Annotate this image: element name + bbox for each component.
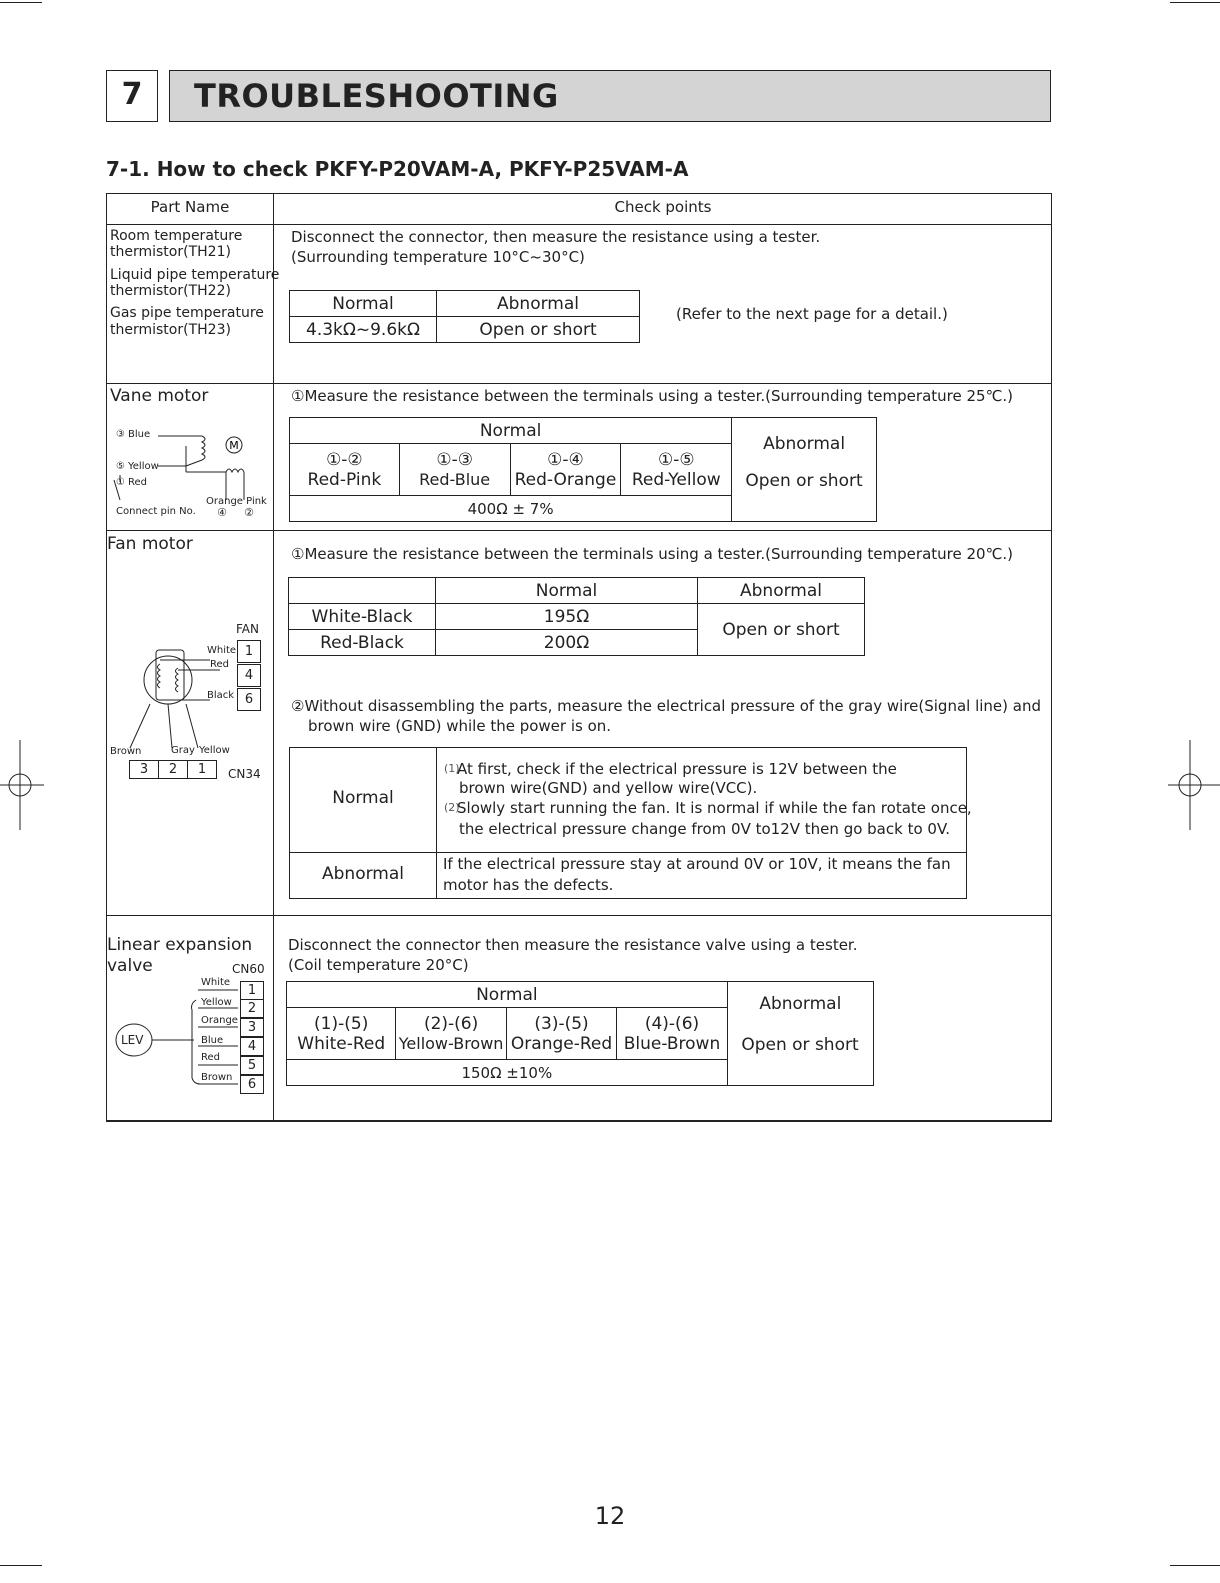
lev-pin: 2 xyxy=(240,999,264,1018)
abnormal-label: Abnormal xyxy=(698,578,865,604)
wire-label: Orange xyxy=(201,1015,238,1026)
lev-instruction: (Coil temperature 20°C) xyxy=(288,956,469,974)
header-divider xyxy=(107,224,1051,225)
part-lev: valve xyxy=(107,956,153,976)
header-part-name: Part Name xyxy=(150,198,230,216)
cn34-pin: 2 xyxy=(158,760,188,779)
subheading: 7-1. How to check PKFY-P20VAM-A, PKFY-P25VAM-A xyxy=(106,157,689,181)
pair-cell xyxy=(506,1008,617,1060)
part-thermistor-line: Gas pipe temperature xyxy=(110,305,264,321)
normal-label: Normal xyxy=(332,788,394,808)
wire-yellow-label: Yellow xyxy=(128,461,159,472)
abnormal-description: motor has the defects. xyxy=(443,876,614,894)
wire-blue-label: Blue xyxy=(128,429,151,440)
pair-pins: ①-④ xyxy=(547,449,584,470)
resistance-value: 150Ω ±10% xyxy=(287,1060,728,1086)
pin-3-marker: ③ xyxy=(116,429,125,440)
wire-black-label: Black xyxy=(207,690,235,701)
registration-mark-right xyxy=(1168,740,1220,830)
wire-pair: White-Black xyxy=(289,604,436,630)
normal-label: Normal xyxy=(290,291,437,317)
fan-instruction-2: brown wire (GND) while the power is on. xyxy=(308,717,612,735)
resistance-value: 400Ω ± 7% xyxy=(290,496,732,522)
fan-motor-table xyxy=(288,577,865,656)
lev-instruction: Disconnect the connector then measure the resistance valve using a tester. xyxy=(288,936,858,954)
wire-label: Red xyxy=(201,1052,220,1063)
part-thermistor-line: Room temperature xyxy=(110,228,243,244)
abnormal-cell xyxy=(732,418,877,522)
abnormal-label: Abnormal xyxy=(322,864,404,884)
fan-instruction-2: ②Without disassembling the parts, measure the electrical pressure of the gray wire(Signal line) and xyxy=(291,697,1041,715)
pair-cell xyxy=(396,1008,506,1060)
part-thermistor-line: thermistor(TH23) xyxy=(110,322,231,338)
abnormal-value: Open or short xyxy=(437,317,640,343)
normal-label: Normal xyxy=(436,578,698,604)
pair-pins: ①-③ xyxy=(436,449,473,470)
wire-label: Blue xyxy=(201,1035,224,1046)
wire-label: Brown xyxy=(201,1072,233,1083)
normal-value: 4.3kΩ~9.6kΩ xyxy=(290,317,437,343)
part-thermistor-line: thermistor(TH22) xyxy=(110,283,231,299)
abnormal-value: Open or short xyxy=(745,471,863,491)
thermistor-instruction: Disconnect the connector, then measure the resistance using a tester. xyxy=(291,228,821,246)
fan-instruction: ①Measure the resistance between the terminals using a tester.(Surrounding temperature 20℃.) xyxy=(291,545,1014,563)
thermistor-instruction: (Surrounding temperature 10°C~30°C) xyxy=(291,248,585,266)
connector-label: CN34 xyxy=(228,767,261,781)
crop-mark xyxy=(0,2,42,3)
pin-1-marker: ① xyxy=(116,477,125,488)
refer-note: (Refer to the next page for a detail.) xyxy=(676,305,948,323)
pair-cell xyxy=(290,444,400,496)
pin-4-marker: ④ xyxy=(217,506,227,519)
pair-cell xyxy=(510,444,621,496)
wire-orange-pink-label: Orange Pink xyxy=(206,496,267,507)
section-title: TROUBLESHOOTING xyxy=(169,70,1051,122)
lev-table xyxy=(286,981,874,1086)
normal-label: Normal xyxy=(290,418,732,444)
pair-colors: Orange-Red xyxy=(510,1033,613,1054)
abnormal-value: Open or short xyxy=(698,604,865,656)
lev-pin: 5 xyxy=(240,1056,264,1075)
lev-pin: 1 xyxy=(240,981,264,1000)
cell-divider xyxy=(436,748,437,898)
normal-step-2: Slowly start running the fan. It is normal if while the fan rotate once, xyxy=(457,799,972,817)
header-check-points: Check points xyxy=(614,198,712,216)
section-number: 7 xyxy=(106,70,158,122)
abnormal-label: Abnormal xyxy=(437,291,640,317)
crop-mark xyxy=(0,1565,42,1566)
connector-label: CN60 xyxy=(232,962,265,976)
pair-pins: (2)-(6) xyxy=(423,1013,479,1034)
resistance-value: 200Ω xyxy=(436,630,698,656)
fan-voltage-check-table xyxy=(289,747,972,899)
pair-pins: ①-⑤ xyxy=(657,449,695,470)
abnormal-label: Abnormal xyxy=(759,993,842,1014)
normal-step-1: At first, check if the electrical pressure is 12V between the xyxy=(457,760,897,778)
fan-pin: 1 xyxy=(237,640,261,663)
part-lev: Linear expansion xyxy=(107,935,253,955)
page-number: 12 xyxy=(594,1502,626,1530)
cn34-pin: 3 xyxy=(129,760,159,779)
lev-pin: 3 xyxy=(240,1018,264,1037)
wire-yellow-label: Yellow xyxy=(199,745,230,756)
vane-instruction: ①Measure the resistance between the terminals using a tester.(Surrounding temperature 25℃.) xyxy=(291,387,1014,405)
pair-colors: Red-Yellow xyxy=(631,469,721,490)
pair-colors: Red-Pink xyxy=(307,469,382,490)
pair-pins: (4)-(6) xyxy=(644,1013,700,1034)
abnormal-cell xyxy=(727,982,873,1086)
pin-2-marker: ② xyxy=(244,506,254,519)
step-1-marker: (1) xyxy=(444,762,460,775)
pair-cell xyxy=(617,1008,727,1060)
abnormal-description: If the electrical pressure stay at around 0V or 10V, it means the fan xyxy=(443,855,951,873)
pin-5-marker: ⑤ xyxy=(116,461,125,472)
wire-red-label: Red xyxy=(128,477,147,488)
registration-mark-left xyxy=(0,740,44,830)
lev-pin: 6 xyxy=(240,1075,264,1094)
fan-pin: 6 xyxy=(237,688,261,711)
pair-cell xyxy=(621,444,732,496)
pair-cell xyxy=(399,444,510,496)
fan-pin: 4 xyxy=(237,664,261,687)
part-thermistor-line: Liquid pipe temperature xyxy=(110,267,280,283)
wire-label: White xyxy=(201,977,231,988)
part-fan-motor: Fan motor xyxy=(107,534,193,554)
pair-colors: Red-Orange xyxy=(514,469,617,490)
pair-colors: Blue-Brown xyxy=(623,1033,721,1054)
wire-label: Yellow xyxy=(201,997,232,1008)
crop-mark xyxy=(1170,2,1220,3)
pair-colors: White-Red xyxy=(297,1033,386,1054)
wire-red-label: Red xyxy=(210,659,229,670)
connect-pin-label: Connect pin No. xyxy=(116,506,196,517)
part-thermistor-line: thermistor(TH21) xyxy=(110,244,231,260)
normal-step-1: brown wire(GND) and yellow wire(VCC). xyxy=(459,779,758,797)
row-divider xyxy=(107,383,1051,384)
normal-step-2: the electrical pressure change from 0V to12V then go back to 0V. xyxy=(459,820,951,838)
row-divider xyxy=(107,915,1051,916)
crop-mark xyxy=(1170,1565,1220,1566)
fan-label: FAN xyxy=(236,622,259,636)
pair-cell xyxy=(287,1008,396,1060)
step-2-marker: (2) xyxy=(444,801,460,814)
pair-colors: Red-Blue xyxy=(419,469,491,489)
part-vane-motor: Vane motor xyxy=(110,386,209,406)
motor-symbol: M xyxy=(229,439,239,452)
abnormal-value: Open or short xyxy=(741,1035,859,1055)
pair-colors: Yellow-Brown xyxy=(398,1033,504,1053)
blank-cell xyxy=(289,578,436,604)
cell-divider xyxy=(290,852,966,853)
lev-symbol: LEV xyxy=(121,1033,144,1047)
wire-white-label: White xyxy=(207,645,237,656)
column-divider xyxy=(273,194,274,1121)
normal-label: Normal xyxy=(287,982,728,1008)
pair-pins: (3)-(5) xyxy=(534,1013,589,1034)
wire-brown-label: Brown xyxy=(110,746,142,757)
lev-pin: 4 xyxy=(240,1037,264,1056)
vane-motor-table xyxy=(289,417,877,522)
abnormal-label: Abnormal xyxy=(763,433,846,454)
cn34-pin: 1 xyxy=(187,760,217,779)
wire-gray-label: Gray xyxy=(171,745,195,756)
wire-pair: Red-Black xyxy=(289,630,436,656)
resistance-value: 195Ω xyxy=(436,604,698,630)
pair-pins: (1)-(5) xyxy=(314,1013,369,1034)
row-divider xyxy=(107,530,1051,531)
thermistor-table xyxy=(289,290,640,343)
pair-pins: ①-② xyxy=(326,449,363,470)
